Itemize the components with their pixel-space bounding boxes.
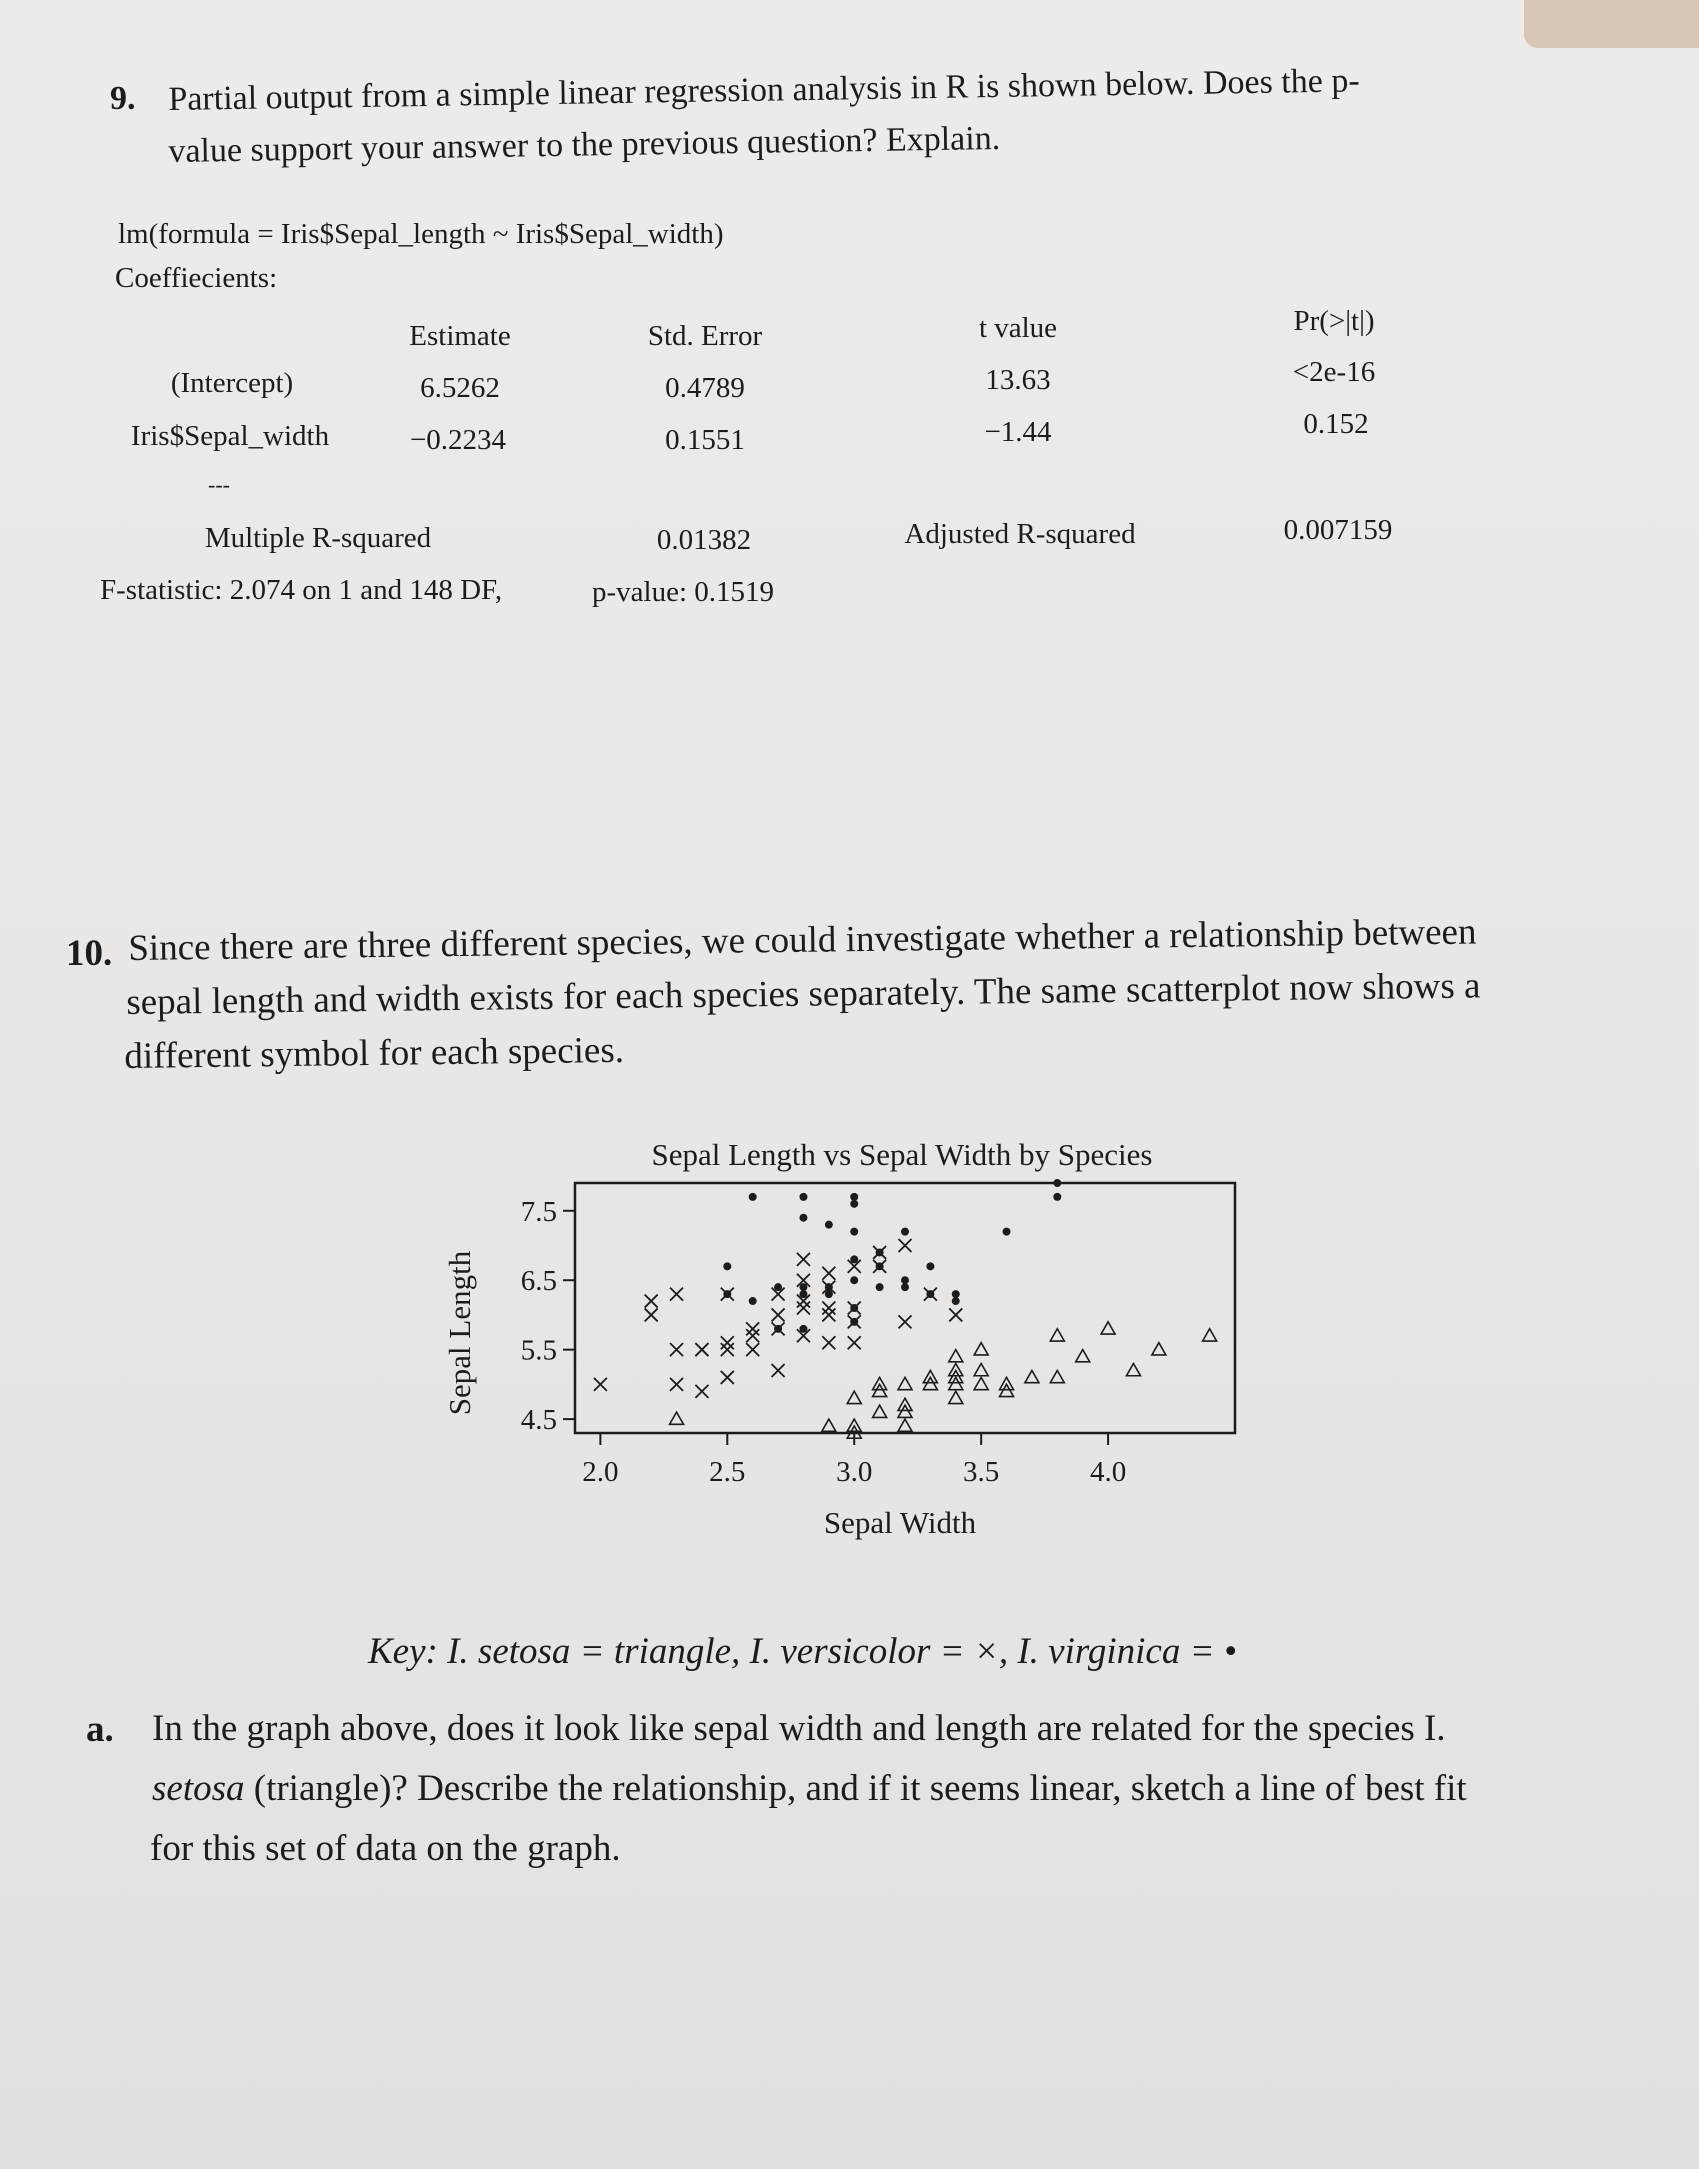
- virginica-point: [774, 1283, 782, 1291]
- model-p-value: p-value: 0.1519: [592, 576, 775, 608]
- setosa-point: [1050, 1370, 1064, 1382]
- virginica-point: [850, 1228, 858, 1236]
- part-a-line-3: for this set of data on the graph.: [150, 1828, 621, 1869]
- versicolor-point: [772, 1364, 785, 1377]
- virginica-point: [825, 1290, 833, 1298]
- versicolor-point: [822, 1336, 835, 1349]
- x-tick-label: 2.0: [582, 1456, 619, 1488]
- setosa-point: [1076, 1350, 1090, 1362]
- versicolor-point: [670, 1343, 683, 1356]
- row-intercept-t-value: 13.63: [985, 364, 1051, 396]
- virginica-point: [901, 1283, 909, 1291]
- versicolor-point: [822, 1267, 835, 1280]
- virginica-point: [901, 1228, 909, 1236]
- row-slope-t-value: −1.44: [984, 416, 1052, 448]
- row-slope-name: Iris$Sepal_width: [130, 420, 330, 452]
- setosa-point: [974, 1377, 988, 1389]
- virginica-point: [749, 1297, 757, 1305]
- setosa-point: [873, 1405, 887, 1417]
- coefficients-label: Coeffiecients:: [115, 262, 278, 294]
- question-9-line-2: value support your answer to the previous question? Explain.: [168, 119, 1001, 170]
- y-axis-label: Sepal Length: [442, 1250, 477, 1416]
- y-tick-label: 6.5: [520, 1265, 557, 1298]
- virginica-point: [1053, 1179, 1061, 1187]
- setosa-point: [974, 1343, 988, 1355]
- part-a-line-1: In the graph above, does it look like sepal width and length are related for the species I.: [152, 1708, 1446, 1749]
- chart-title: Sepal Length vs Sepal Width by Species: [651, 1137, 1153, 1172]
- virginica-point: [774, 1325, 782, 1333]
- versicolor-point: [746, 1322, 759, 1335]
- question-9-number: 9.: [110, 80, 136, 117]
- header-p-value: Pr(>|t|): [1293, 305, 1375, 337]
- setosa-point: [1152, 1343, 1166, 1355]
- virginica-point: [901, 1276, 909, 1284]
- output-separator: ---: [208, 472, 230, 497]
- versicolor-point: [899, 1315, 912, 1328]
- virginica-point: [799, 1283, 807, 1291]
- row-slope-p-value: 0.152: [1303, 408, 1369, 440]
- multiple-r2-label: Multiple R-squared: [204, 522, 432, 554]
- virginica-point: [850, 1304, 858, 1312]
- adjusted-r2-label: Adjusted R-squared: [904, 518, 1136, 550]
- question-9-line-1: Partial output from a simple linear regression analysis in R is shown below. Does the p-: [168, 62, 1360, 118]
- question-10-line-1: Since there are three different species, we could investigate whether a relationship between: [128, 911, 1477, 969]
- row-intercept-name: (Intercept): [170, 367, 294, 399]
- virginica-point: [850, 1276, 858, 1284]
- versicolor-point: [695, 1385, 708, 1398]
- part-a-label: a.: [86, 1709, 114, 1750]
- row-slope-std-error: 0.1551: [665, 424, 745, 456]
- x-tick-label: 3.0: [836, 1456, 873, 1488]
- virginica-point: [1003, 1228, 1011, 1236]
- setosa-point: [1050, 1329, 1064, 1341]
- setosa-point: [822, 1419, 836, 1431]
- plot-frame: [575, 1183, 1235, 1433]
- versicolor-point: [670, 1378, 683, 1391]
- question-10-line-3: different symbol for each species.: [124, 1029, 625, 1077]
- setosa-point: [670, 1412, 684, 1424]
- versicolor-point: [594, 1378, 607, 1391]
- virginica-point: [1053, 1193, 1061, 1201]
- versicolor-point: [670, 1288, 683, 1301]
- virginica-point: [926, 1290, 934, 1298]
- virginica-point: [799, 1325, 807, 1333]
- part-a-line-2-rest: (triangle)? Describe the relationship, and if it seems linear, sketch a line of best fit: [253, 1768, 1467, 1809]
- virginica-point: [825, 1221, 833, 1229]
- virginica-point: [926, 1262, 934, 1270]
- y-tick-label: 7.5: [520, 1195, 557, 1228]
- virginica-point: [850, 1193, 858, 1201]
- question-10-number: 10.: [66, 933, 113, 974]
- r-formula: lm(formula = Iris$Sepal_length ~ Iris$Sepal_width): [118, 218, 724, 250]
- setosa-point: [974, 1364, 988, 1376]
- adjusted-r2-value: 0.007159: [1283, 514, 1393, 546]
- setosa-point: [1101, 1322, 1115, 1334]
- virginica-point: [952, 1290, 960, 1298]
- setosa-point: [1203, 1329, 1217, 1341]
- virginica-point: [799, 1193, 807, 1201]
- x-axis-label: Sepal Width: [823, 1505, 977, 1540]
- row-intercept-p-value: <2e-16: [1292, 356, 1376, 388]
- versicolor-point: [746, 1343, 759, 1356]
- header-estimate: Estimate: [409, 320, 511, 352]
- y-tick-label: 5.5: [520, 1334, 557, 1367]
- versicolor-point: [772, 1308, 785, 1321]
- versicolor-point: [949, 1308, 962, 1321]
- setosa-point: [898, 1377, 912, 1389]
- virginica-point: [952, 1297, 960, 1305]
- header-std-error: Std. Error: [647, 320, 763, 352]
- virginica-point: [723, 1290, 731, 1298]
- versicolor-point: [721, 1343, 734, 1356]
- versicolor-point: [797, 1302, 810, 1315]
- page-tab-corner: [1524, 0, 1699, 48]
- question-10-line-2: sepal length and width exists for each species separately. The same scatterplot now shows a: [126, 965, 1481, 1023]
- versicolor-point: [721, 1371, 734, 1384]
- scatterplot-chart: [420, 1125, 1260, 1565]
- setosa-point: [1025, 1370, 1039, 1382]
- setosa-point: [949, 1391, 963, 1403]
- x-tick-label: 2.5: [709, 1456, 746, 1488]
- y-tick-label: 4.5: [520, 1404, 557, 1437]
- f-statistic: F-statistic: 2.074 on 1 and 148 DF,: [100, 574, 503, 606]
- species-key: Key: I. setosa = triangle, I. versicolor = ×, I. virginica = •: [368, 1631, 1237, 1672]
- virginica-point: [876, 1248, 884, 1256]
- x-tick-label: 4.0: [1089, 1456, 1127, 1488]
- species-name-setosa: setosa: [152, 1768, 245, 1809]
- virginica-point: [749, 1193, 757, 1201]
- versicolor-point: [822, 1302, 835, 1315]
- setosa-point: [847, 1391, 861, 1403]
- virginica-point: [850, 1200, 858, 1208]
- virginica-point: [825, 1283, 833, 1291]
- versicolor-point: [721, 1336, 734, 1349]
- versicolor-point: [848, 1336, 861, 1349]
- row-intercept-std-error: 0.4789: [665, 372, 745, 404]
- versicolor-point: [645, 1295, 658, 1308]
- versicolor-point: [797, 1253, 810, 1266]
- row-intercept-estimate: 6.5262: [420, 372, 500, 404]
- versicolor-point: [746, 1329, 759, 1342]
- setosa-point: [898, 1419, 912, 1431]
- virginica-point: [876, 1262, 884, 1270]
- versicolor-point: [645, 1308, 658, 1321]
- setosa-point: [949, 1350, 963, 1362]
- virginica-point: [799, 1214, 807, 1222]
- virginica-point: [850, 1255, 858, 1263]
- versicolor-point: [695, 1343, 708, 1356]
- virginica-point: [876, 1283, 884, 1291]
- part-a-line-2: [152, 1762, 1467, 1816]
- versicolor-point: [822, 1308, 835, 1321]
- virginica-point: [799, 1290, 807, 1298]
- multiple-r2-value: 0.01382: [656, 524, 752, 556]
- setosa-point: [1126, 1364, 1140, 1376]
- virginica-point: [850, 1318, 858, 1326]
- x-tick-label: 3.5: [963, 1456, 1000, 1488]
- virginica-point: [723, 1262, 731, 1270]
- row-slope-estimate: −0.2234: [409, 424, 507, 456]
- versicolor-point: [899, 1239, 912, 1252]
- header-t-value: t value: [978, 312, 1058, 344]
